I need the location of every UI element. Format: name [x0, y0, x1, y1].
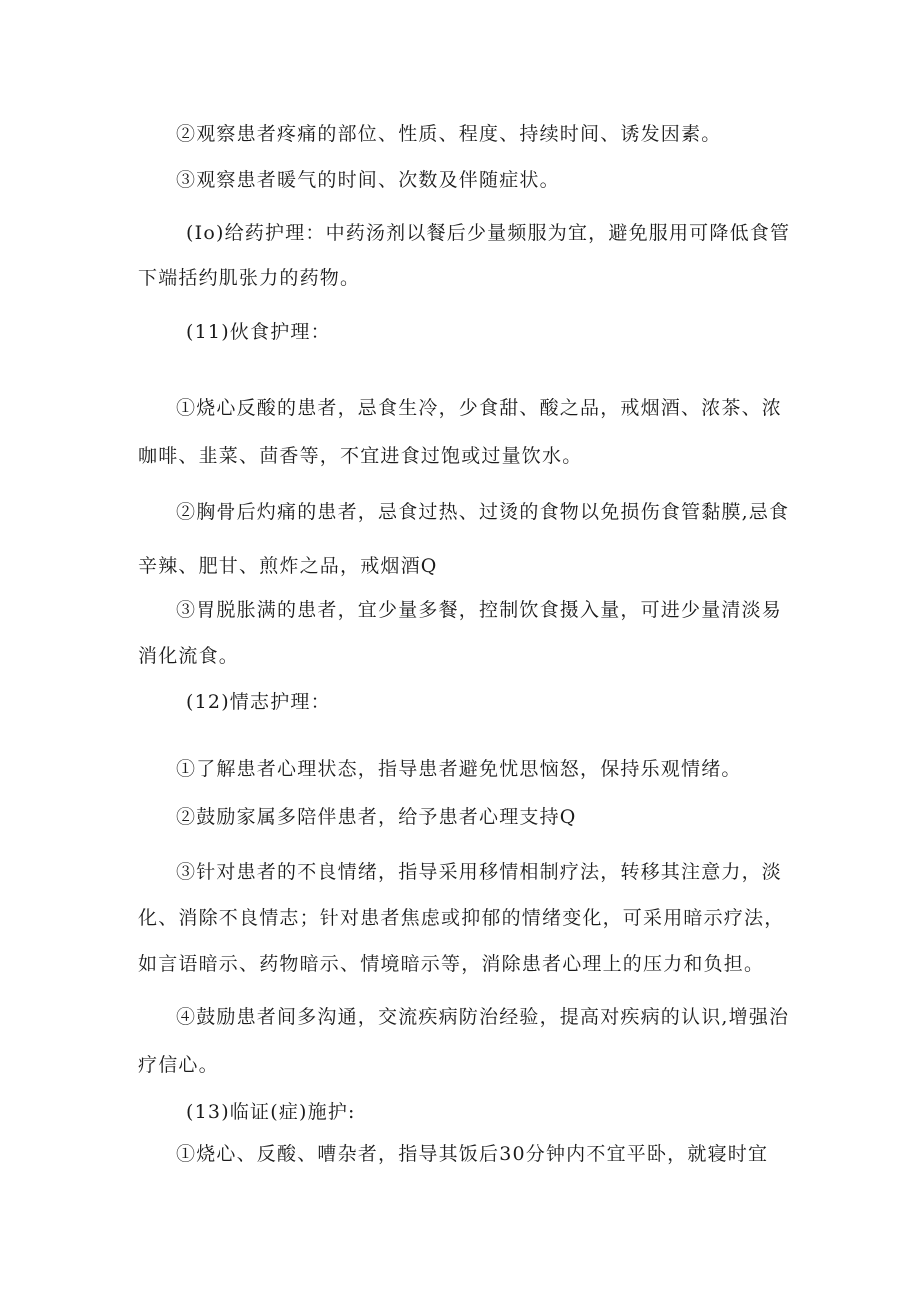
paragraph-observe-pain: ②观察患者疼痛的部位、性质、程度、持续时间、诱发因素。 [176, 123, 722, 145]
heading-symptom-care: (13)临证(症)施护: [186, 1101, 356, 1123]
paragraph-observe-belching: ③观察患者暖气的时间、次数及伴随症状。 [176, 169, 560, 191]
paragraph-emotion-family: ②鼓励家属多陪伴患者，给予患者心理支持Q [176, 806, 577, 828]
heading-emotional-care: (12)情志护理： [186, 691, 331, 713]
heading-diet-care: (11)伙食护理： [186, 321, 331, 343]
paragraph-diet-chest-pain: ②胸骨后灼痛的患者，忌食过热、过烫的食物以免损伤食管黏膜,忌食辛辣、肥甘、煎炸之品，戒烟酒Q [138, 501, 790, 577]
paragraph-emotion-communication: ④鼓励患者间多沟通，交流疾病防治经验，提高对疾病的认识,增强治疗信心。 [138, 1006, 790, 1076]
paragraph-medication-care: (Io)给药护理：中药汤剂以餐后少量频服为宜，避免服用可降低食管下端括约肌张力的药物。 [138, 222, 791, 289]
paragraph-diet-heartburn: ①烧心反酸的患者，忌食生冷，少食甜、酸之品，戒烟酒、浓茶、浓咖啡、韭菜、茴香等，不宜进食过饱或过量饮水。 [138, 397, 783, 467]
paragraph-emotion-therapy: ③针对患者的不良情绪，指导采用移情相制疗法，转移其注意力，淡化、消除不良情志；针对患者焦虑或抑郁的情绪变化，可采用暗示疗法，如言语暗示、药物暗示、情境暗示等，消除患者心理上的压力和负担。 [138, 861, 785, 975]
paragraph-symptom-heartburn: ①烧心、反酸、嘈杂者，指导其饭后30分钟内不宜平卧，就寝时宜 [176, 1143, 769, 1165]
paragraph-diet-fullness: ③胃脱胀满的患者，宜少量多餐，控制饮食摄入量，可进少量清淡易消化流食。 [138, 599, 783, 667]
paragraph-emotion-understand: ①了解患者心理状态，指导患者避免忧思恼怒，保持乐观情绪。 [176, 758, 742, 780]
